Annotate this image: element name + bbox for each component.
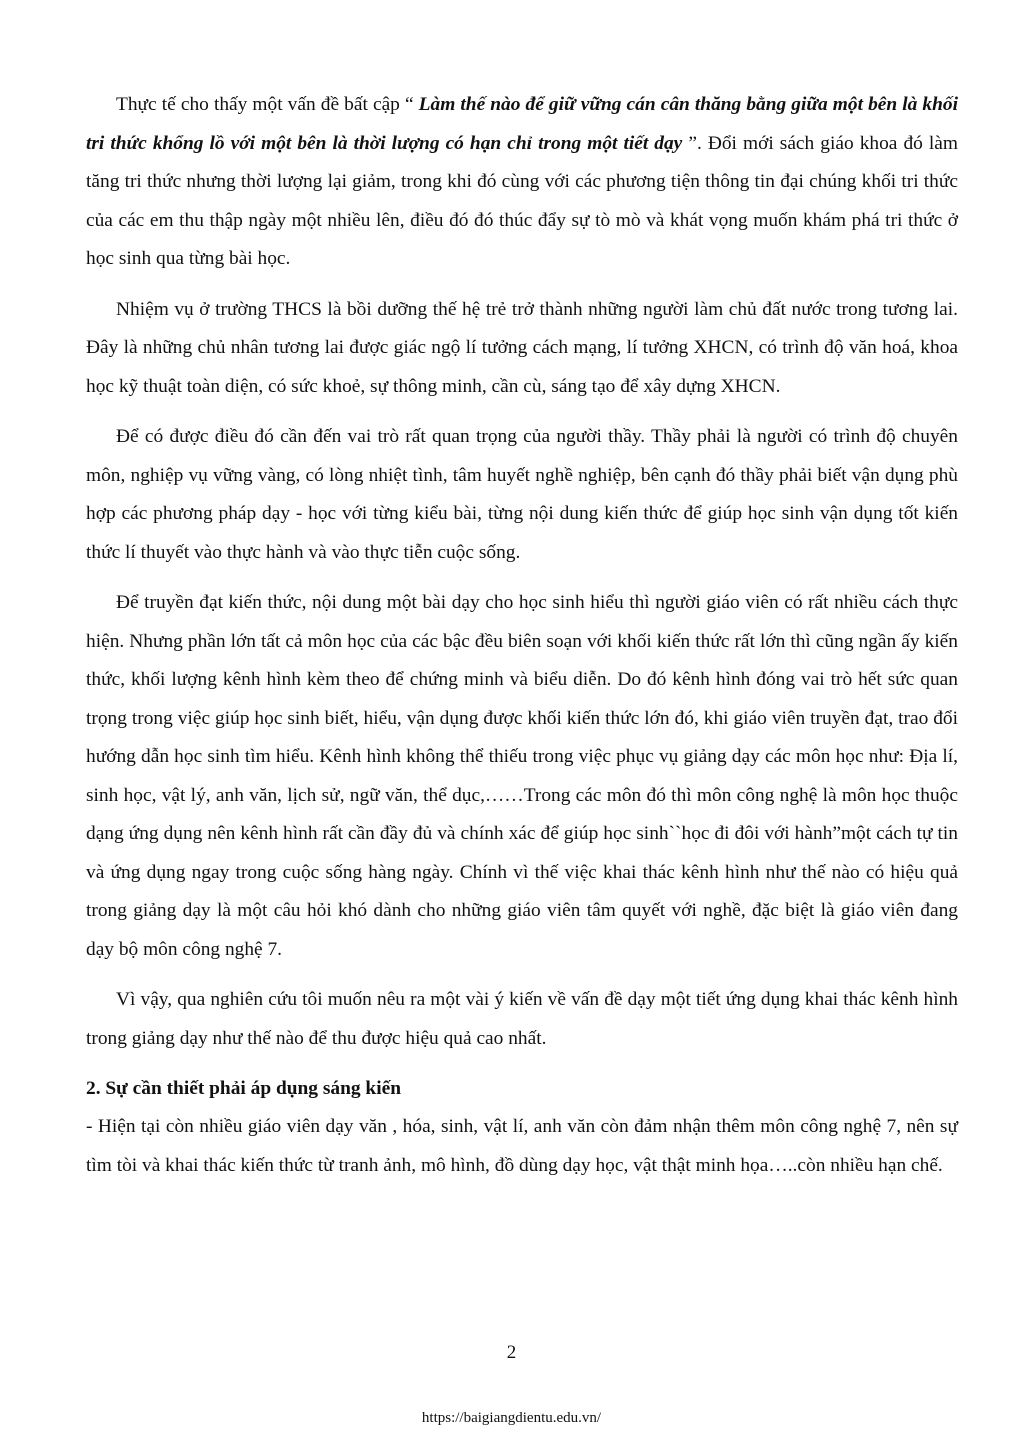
paragraph-3: Để có được điều đó cần đến vai trò rất quan trọng của người thầy. Thầy phải là người có trình độ chuyên môn, nghiệp vụ vững vàng, có lòng nhiệt tình, tâm huyết nghề nghiệp, bên cạnh đó thầy phải biết vận dụng phù hợp các phương pháp dạy - học với từng kiểu bài, từng nội dung kiến thức để giúp học sinh vận dụng tốt kiến thức lí thuyết vào thực hành và vào thực tiễn cuộc sống. (86, 426, 958, 563)
paragraph-1-emphasis: Làm thế nào để giữ vững cán cân thăng bằng giữa một bên là khối tri thức khổng lồ với một bên là thời lượng có hạn chỉ trong một tiết dạy (86, 94, 958, 154)
paragraph-1 (86, 86, 958, 279)
section-2-heading: 2. Sự cần thiết phải áp dụng sáng kiến (86, 1078, 401, 1099)
paragraph-2: Nhiệm vụ ở trường THCS là bồi dưỡng thế hệ trẻ trở thành những người làm chủ đất nước trong tương lai. Đây là những chủ nhân tương lai được giác ngộ lí tưởng cách mạng, lí tưởng XHCN, có trình độ văn hoá, khoa học kỹ thuật toàn diện, có sức khoẻ, sự thông minh, cần cù, sáng tạo để xây dựng XHCN. (86, 298, 958, 397)
paragraph-1-tail: ”. Đổi mới sách giáo khoa đó làm tăng tri thức nhưng thời lượng lại giảm, trong khi đó cùng với các phương tiện thông tin đại chúng khối tri thức của các em thu thập ngày một nhiều lên, điều đó đó thúc đẩy sự tò mò và khát vọng muốn khám phá tri thức ở học sinh qua từng bài học. (86, 132, 958, 269)
document-body (86, 86, 958, 1197)
footer-url: https://baigiangdientu.edu.vn/ (421, 1410, 602, 1426)
paragraph-4: Để truyền đạt kiến thức, nội dung một bài dạy cho học sinh hiểu thì người giáo viên có rất nhiều cách thực hiện. Nhưng phần lớn tất cả môn học của các bậc đều biên soạn với khối kiến thức rất lớn thì cũng ngần ấy kiến thức, khối lượng kênh hình kèm theo để chứng minh và biểu diễn. Do đó kênh hình đóng vai trò hết sức quan trọng trong việc giúp học sinh biết, hiểu, vận dụng được khối kiến thức lớn đó, khi giáo viên truyền đạt, trao đổi hướng dẫn học sinh tìm hiểu. Kênh hình không thể thiếu trong việc phục vụ giảng dạy các môn học như: Địa lí, sinh học, vật lý, anh văn, lịch sử, ngữ văn, thể dục,……Trong các môn đó thì môn công nghệ là môn học thuộc dạng ứng dụng nên kênh hình rất cần đầy đủ và chính xác để giúp học sinh``học đi đôi với hành”một cách tự tin và ứng dụng ngay trong cuộc sống hàng ngày. Chính vì thế việc khai thác kênh hình như thế nào có hiệu quả trong giảng dạy là một câu hỏi khó dành cho những giáo viên tâm quyết với nghề, đặc biệt là giáo viên đang dạy bộ môn công nghệ 7. (86, 592, 958, 960)
paragraph-1-lead: Thực tế cho thấy một vấn đề bất cập “ (116, 94, 419, 115)
paragraph-5: Vì vậy, qua nghiên cứu tôi muốn nêu ra một vài ý kiến về vấn đề dạy một tiết ứng dụng khai thác kênh hình trong giảng dạy như thế nào để thu được hiệu quả cao nhất. (86, 989, 958, 1049)
page-number: 2 (506, 1342, 517, 1363)
section-2-item-1: - Hiện tại còn nhiều giáo viên dạy văn , hóa, sinh, vật lí, anh văn còn đảm nhận thêm môn công nghệ 7, nên sự tìm tòi và khai thác kiến thức từ tranh ảnh, mô hình, đồ dùng dạy học, vật thật minh họa…..còn nhiều hạn chế. (86, 1116, 958, 1176)
